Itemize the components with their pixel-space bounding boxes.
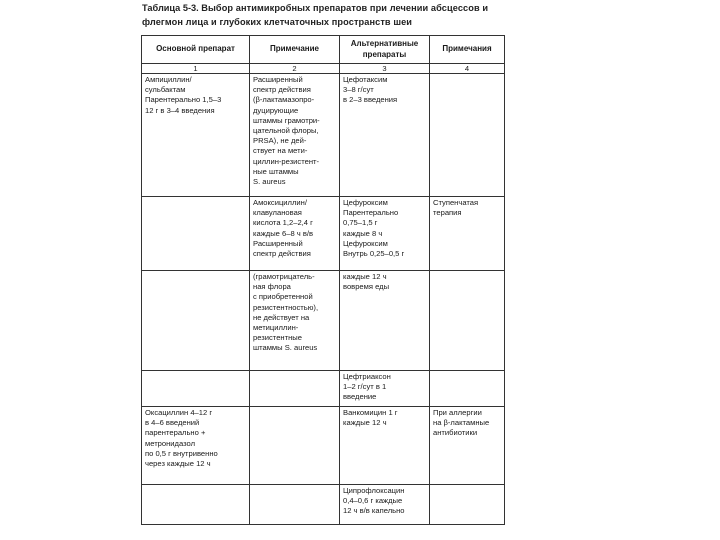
cell-text-line: Ципрофлоксацин [343,486,405,495]
cell-text-line: 3–8 г/сут [343,85,374,95]
cell-text-line: 12 ч в/в капельно [343,506,405,516]
cell-main-drug [142,197,250,271]
cell-text-line: по 0,5 г внутривенно [145,448,218,458]
antimicrobial-table [141,35,505,525]
cell-alt-note [430,485,505,525]
cell-text-line: Расширенный [253,75,303,84]
cell-text-line: Цефуроксим [343,238,388,248]
cell-text-line: спектр действия [253,249,311,259]
cell-alt-note [430,197,505,271]
cell-text-line: резистентные [253,333,302,343]
cell-text-line: вовремя еды [343,282,390,292]
cell-text-line: (грамотрицатель- [253,272,315,281]
cell-text-line: не действует на [253,312,310,322]
cell-text-line: кислота 1,2–2,4 г [253,218,313,228]
column-number-row [142,64,505,74]
cell-text-line: метронидазол [145,438,196,448]
table-row [142,407,505,485]
header-cell: Основной препарат [142,36,250,64]
cell-text-line: Расширенный [253,238,303,248]
cell-main-drug [142,485,250,525]
cell-text-line: цательной флоры, [253,126,319,136]
cell-text-line: каждые 8 ч [343,228,383,238]
table-row [142,271,505,371]
cell-text-line: клавулановая [253,208,302,218]
cell-text-line: на β-лактамные [433,418,490,428]
cell-text-line: Цефотаксим [343,75,388,84]
cell-alternative [340,407,430,485]
cell-note [250,197,340,271]
cell-text-line: (β-лактамазопро- [253,95,315,105]
cell-text-line: терапия [433,208,462,218]
cell-text-line: Ампициллин/ [145,75,192,84]
table-body [142,74,505,525]
cell-main-drug [142,407,250,485]
cell-text-line: 12 г в 3–4 введения [145,105,215,115]
table-title: Выбор антимикробных препаратов при лечении абсцессов и флегмон лица и глубоких клетчаточных пространств шеи [142,3,489,27]
cell-alternative [340,74,430,197]
cell-text-line: парентерально + [145,428,206,438]
header-cell: Примечание [250,36,340,64]
table-number: Таблица 5-3. [142,3,199,13]
cell-text-line: штаммы S. aureus [253,343,318,353]
cell-text-line: Оксациллин 4–12 г [145,408,213,417]
cell-text-line: спектр действия [253,85,311,95]
cell-text-line: 0,75–1,5 г [343,218,378,228]
cell-text-line: PRSA), не дей- [253,136,307,146]
header-cell: Альтернативные препараты [340,36,430,64]
cell-text-line: введение [343,392,377,402]
cell-text-line: штаммы грамотри- [253,115,320,125]
header-row [142,36,505,64]
table-row [142,485,505,525]
cell-alternative [340,197,430,271]
cell-text-line: ные штаммы [253,166,299,176]
cell-alt-note [430,74,505,197]
cell-text-line: резистентностью), [253,302,319,312]
cell-alternative [340,271,430,371]
cell-text-line: Цефуроксим [343,198,388,207]
cell-text-line: S. aureus [253,177,286,187]
column-number: 3 [340,64,430,74]
cell-text-line: каждые 6–8 ч в/в [253,228,314,238]
cell-main-drug [142,271,250,371]
table-row [142,74,505,197]
column-number: 2 [250,64,340,74]
cell-text-line: через каждые 12 ч [145,459,211,469]
table-row [142,197,505,271]
cell-text-line: Ванкомицин 1 г [343,408,398,417]
cell-text-line: ствует на мети- [253,146,308,156]
table-row [142,371,505,407]
cell-text-line: Амоксициллин/ [253,198,307,207]
cell-note [250,485,340,525]
cell-alternative [340,485,430,525]
table-caption [142,2,510,29]
cell-note [250,74,340,197]
cell-text-line: При аллергии [433,408,482,417]
cell-text-line: ная флора [253,282,291,292]
cell-text-line: каждые 12 ч [343,418,387,428]
cell-alt-note [430,371,505,407]
cell-text-line: Ступенчатая [433,198,479,207]
cell-text-line: 1–2 г/сут в 1 [343,382,387,392]
cell-main-drug [142,74,250,197]
header-cell: Примечания [430,36,505,64]
cell-alt-note [430,271,505,371]
cell-alternative [340,371,430,407]
column-number: 4 [430,64,505,74]
cell-text-line: с приобретенной [253,292,313,302]
cell-note [250,407,340,485]
cell-note [250,271,340,371]
cell-text-line: сульбактам [145,85,186,95]
cell-text-line: Цефтриаксон [343,372,391,381]
cell-text-line: антибиотики [433,428,478,438]
column-number: 1 [142,64,250,74]
cell-main-drug [142,371,250,407]
cell-text-line: в 2–3 введения [343,95,398,105]
cell-text-line: метициллин- [253,323,299,333]
cell-text-line: циллин-резистент- [253,156,320,166]
cell-alt-note [430,407,505,485]
cell-text-line: каждые 12 ч [343,272,387,281]
cell-text-line: Парентерально [343,208,399,218]
cell-text-line: Внутрь 0,25–0,5 г [343,249,405,259]
cell-text-line: в 4–6 введений [145,418,200,428]
cell-note [250,371,340,407]
cell-text-line: дуцирующие [253,105,299,115]
cell-text-line: Парентерально 1,5–3 [145,95,222,105]
cell-text-line: 0,4–0,6 г каждые [343,496,403,506]
